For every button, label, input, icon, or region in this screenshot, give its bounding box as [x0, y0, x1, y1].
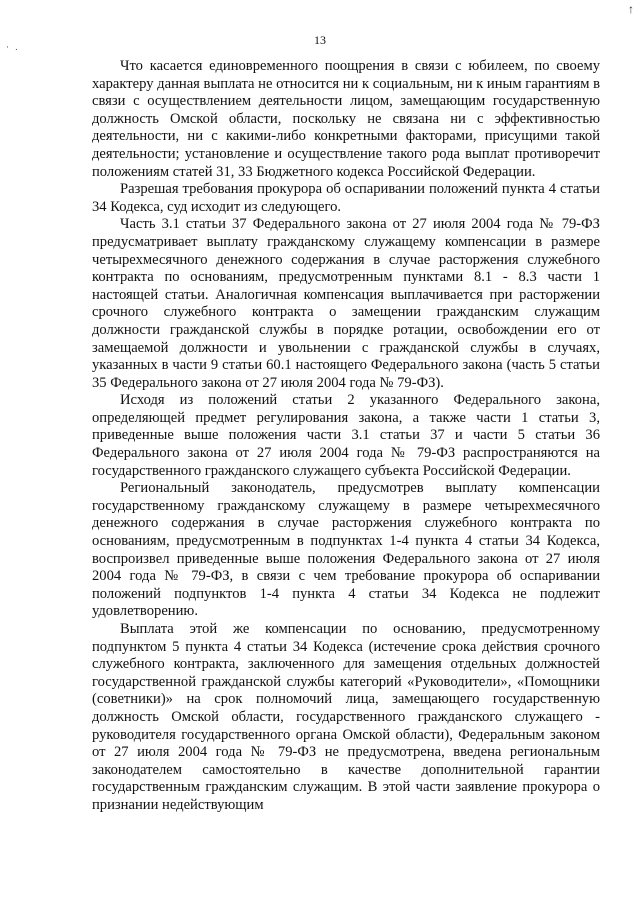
margin-specks: · . [6, 42, 20, 52]
document-body [92, 58, 600, 815]
paragraph-3: Часть 3.1 статьи 37 Федерального закона от 27 июля 2004 года № 79-ФЗ предусматривает выплату гражданскому служащему компенсации в размере четырехмесячного денежного содержания в случае расторжения служебного контракта по основаниям, предусмотренным пунктами 8.1 - 8.3 части 1 настоящей статьи. Аналогичная компенсация выплачивается при расторжении срочного служебного контракта о замещении гражданским служащим должности гражданской службы в порядке ротации, освобождении его от замещаемой должности и увольнении с гражданской службы в случаях, указанных в части 9 статьи 60.1 настоящего Федерального закона (часть 5 статьи 35 Федерального закона от 27 июля 2004 года № 79-ФЗ). [92, 216, 600, 391]
paragraph-6: Выплата этой же компенсации по основанию, предусмотренному подпунктом 5 пункта 4 статьи 34 Кодекса (истечение срока действия срочного служебного контракта, заключенного для замещения отдельных должностей государственной гражданской службы категорий «Руководители», «Помощники (советники)» на срок полномочий лица, замещающего государственную должность Омской области, государственного гражданского служащего - руководителя государственного органа Омской области), Федеральным законом от 27 июля 2004 года № 79-ФЗ не предусмотрена, введена региональным законодателем самостоятельно в качестве дополнительной гарантии государственным гражданским служащим. В этой части заявление прокурора о признании недействующим [92, 621, 600, 813]
paragraph-2: Разрешая требования прокурора об оспаривании положений пункта 4 статьи 34 Кодекса, суд исходит из следующего. [92, 181, 600, 215]
page-number: 13 [314, 33, 326, 47]
paragraph-5: Региональный законодатель, предусмотрев выплату компенсации государственному гражданскому служащему в размере четырехмесячного денежного содержания в случае расторжения служебного контракта по основаниям, предусмотренным в подпунктах 1-4 пункта 4 статьи 34 Кодекса, воспроизвел приведенные выше положения Федерального закона от 27 июля 2004 года № 79-ФЗ, в связи с чем требование прокурора об оспаривании положений подпунктов 1-4 пункта 4 статьи 34 Кодекса не подлежит удовлетворению. [92, 480, 600, 620]
corner-pen-mark: ↑ [628, 2, 634, 16]
paragraph-1: Что касается единовременного поощрения в связи с юбилеем, по своему характеру данная выплата не относится ни к социальным, ни к иным гарантиям в связи с осуществлением деятельности лицом, замещающим государственную должность Омской области, поскольку не связана ни с эффективностью деятельности, ни с какими-либо конкретными факторами, присущими такой деятельности; установление и осуществление такого рода выплат противоречит положениям статей 31, 33 Бюджетного кодекса Российской Федерации. [92, 58, 600, 180]
paragraph-4: Исходя из положений статьи 2 указанного Федерального закона, определяющей предмет регулирования закона, а также части 1 статьи 3, приведенные выше положения части 3.1 статьи 37 и части 5 статьи 36 Федерального закона от 27 июля 2004 года № 79-ФЗ распространяются на государственного гражданского служащего субъекта Российской Федерации. [92, 392, 600, 479]
